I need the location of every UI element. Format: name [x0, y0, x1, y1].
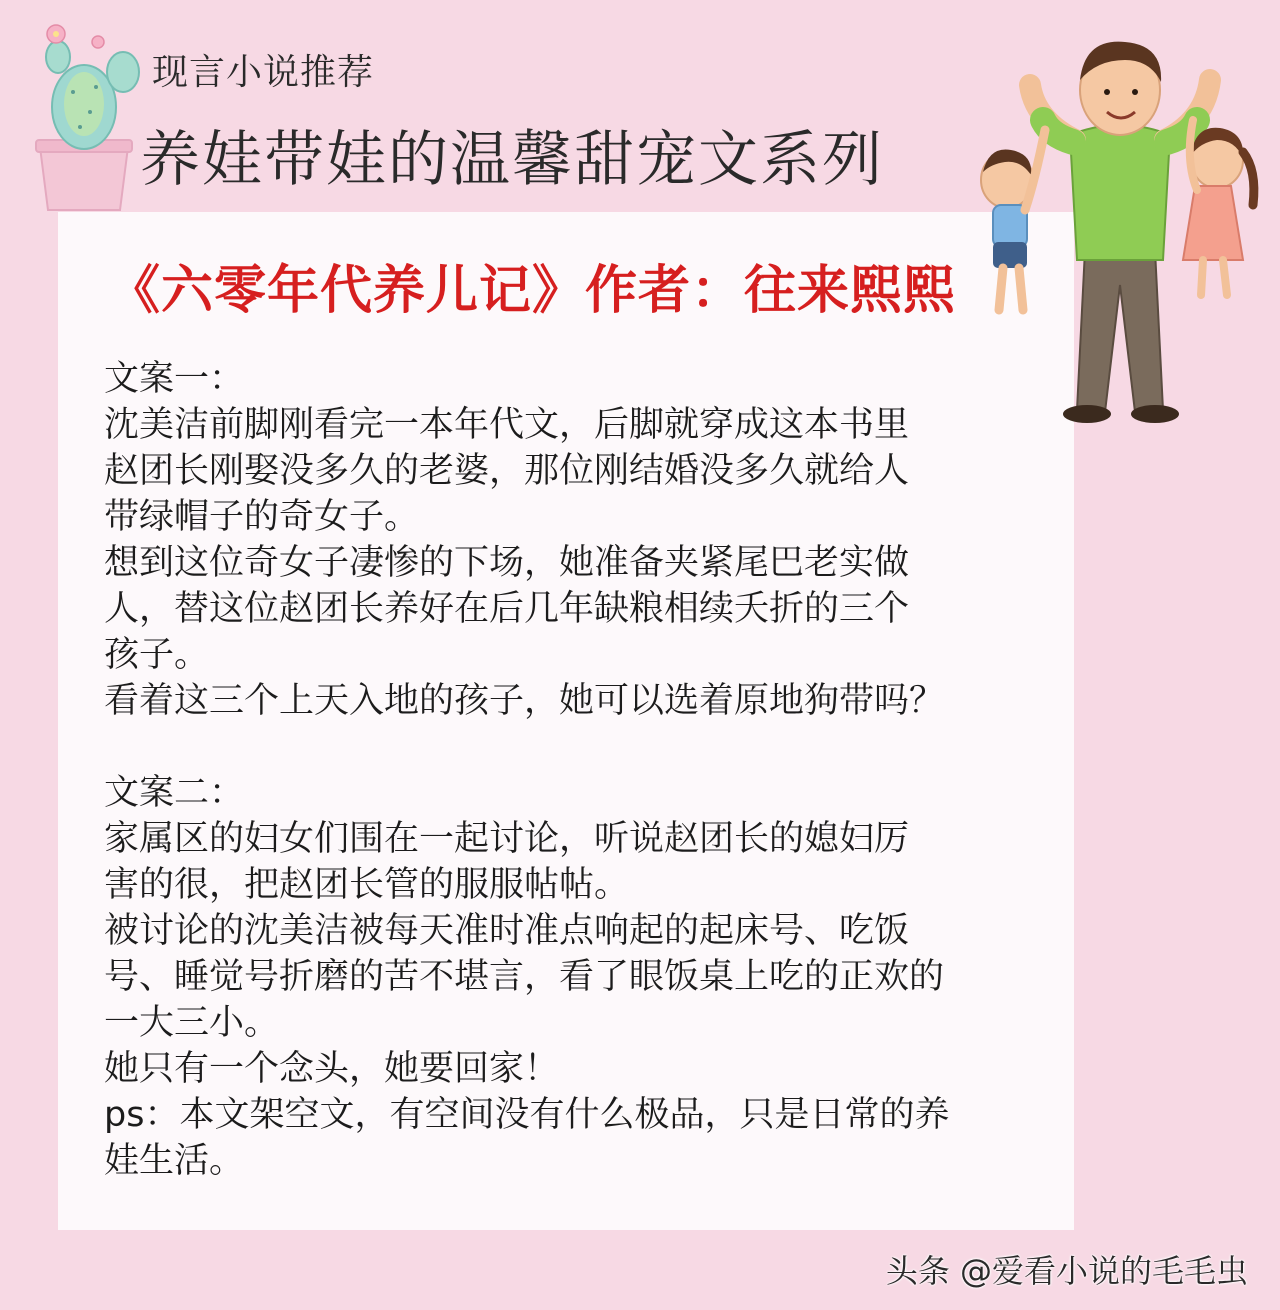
- book-title: 《六零年代养儿记》作者：往来熙熙: [108, 261, 957, 321]
- synopsis-line: 家属区的妇女们围在一起讨论，听说赵团长的媳妇厉: [104, 819, 910, 859]
- series-title: 养娃带娃的温馨甜宠文系列: [140, 125, 884, 195]
- synopsis-line: 带绿帽子的奇女子。: [104, 497, 420, 537]
- series-label: 现言小说推荐: [152, 52, 375, 93]
- synopsis-line: 想到这位奇女子凄惨的下场，她准备夹紧尾巴老实做: [104, 543, 910, 583]
- synopsis-line: 娃生活。: [104, 1141, 245, 1181]
- watermark: 头条 @爱看小说的毛毛虫: [885, 1252, 1248, 1290]
- synopsis-heading-2: 文案二：: [104, 773, 245, 813]
- synopsis-line: 一大三小。: [104, 1003, 280, 1043]
- synopsis-line: 号、睡觉号折磨的苦不堪言，看了眼饭桌上吃的正欢的: [104, 957, 945, 997]
- synopsis-line: 沈美洁前脚刚看完一本年代文，后脚就穿成这本书里: [104, 405, 910, 445]
- synopsis-line: ps：本文架空文，有空间没有什么极品，只是日常的养: [104, 1095, 950, 1135]
- synopsis-line: 赵团长刚娶没多久的老婆，那位刚结婚没多久就给人: [104, 451, 910, 491]
- paragraph-gap: [104, 724, 1044, 770]
- synopsis-line: 被讨论的沈美洁被每天准时准点响起的起床号、吃饭: [104, 911, 910, 951]
- synopsis-line: 害的很，把赵团长管的服服帖帖。: [104, 865, 630, 905]
- synopsis-line: 人，替这位赵团长养好在后几年缺粮相续夭折的三个: [104, 589, 910, 629]
- cactus-illustration: [28, 12, 143, 212]
- synopsis-line: 她只有一个念头，她要回家！: [104, 1049, 560, 1089]
- synopsis-line: 孩子。: [104, 635, 210, 675]
- synopsis-heading-1: 文案一：: [104, 359, 245, 399]
- synopsis-line: 看着这三个上天入地的孩子，她可以选着原地狗带吗？: [104, 681, 945, 721]
- synopsis: [104, 356, 1044, 1184]
